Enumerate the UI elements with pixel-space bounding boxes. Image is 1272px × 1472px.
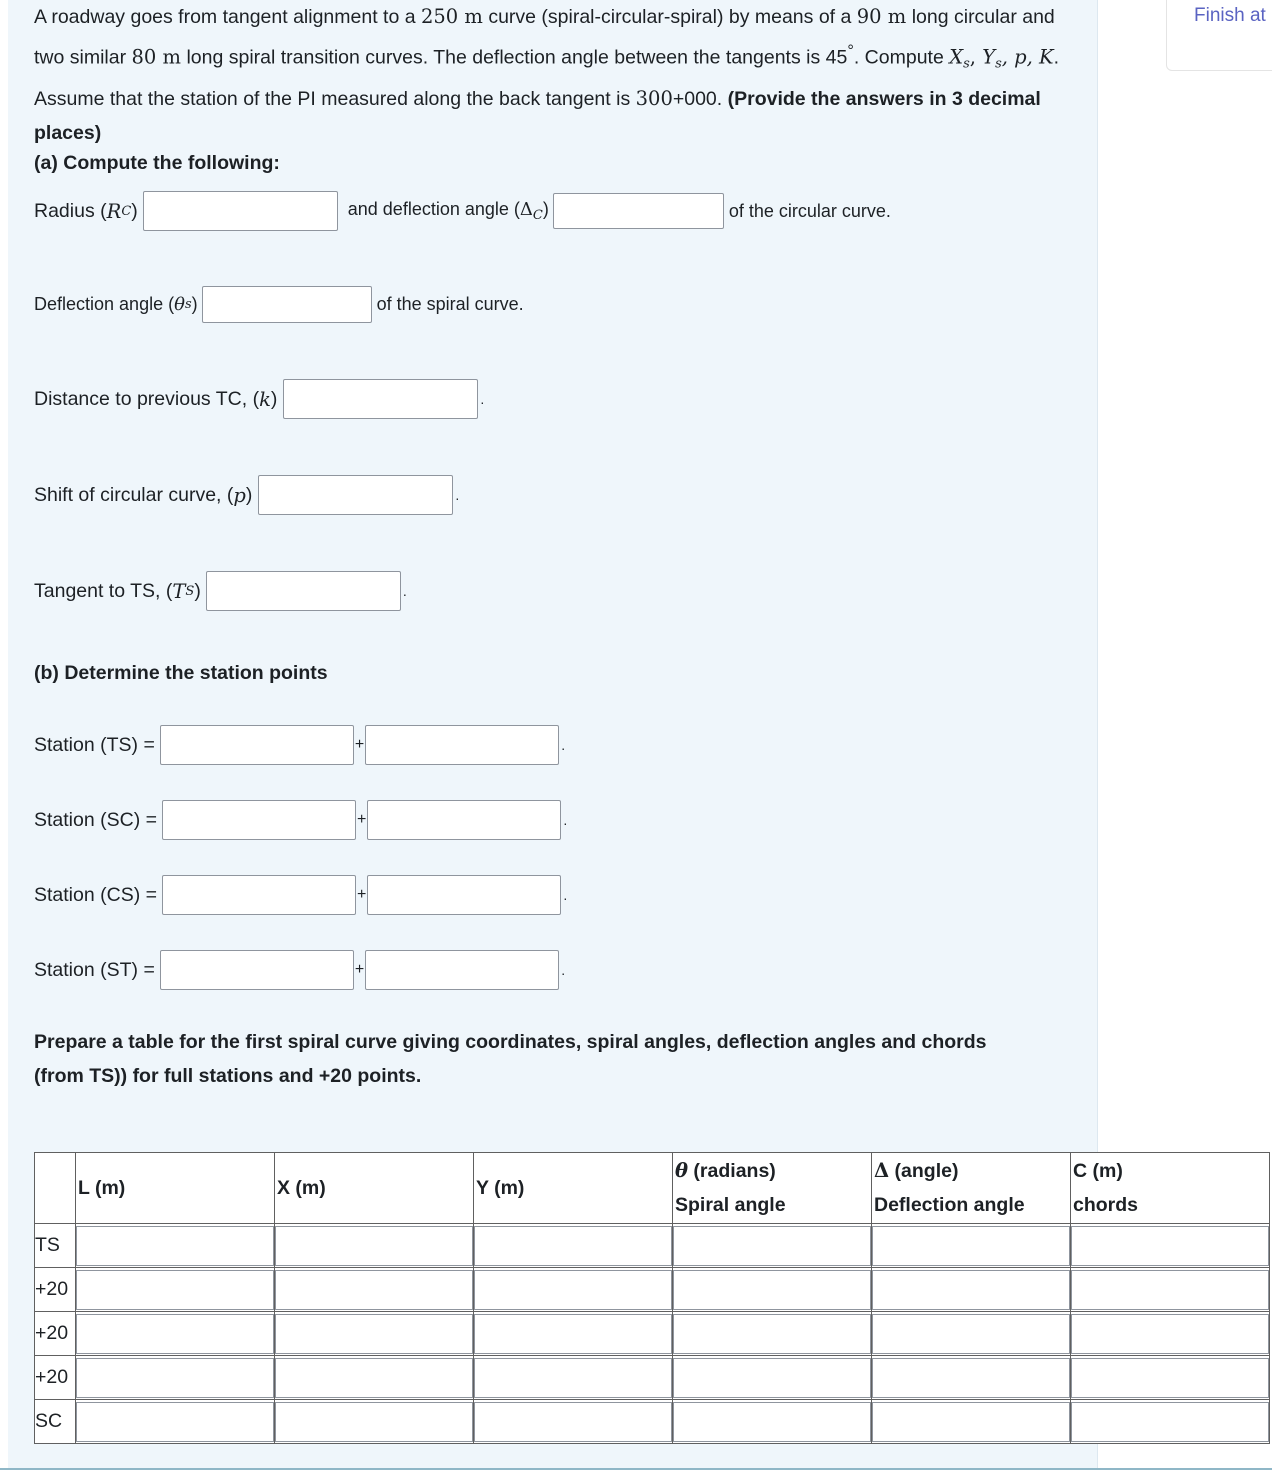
table-cell-x [275, 1312, 474, 1356]
header-theta: θ (radians) Spiral angle [673, 1153, 872, 1224]
cell-input-x[interactable] [275, 1402, 473, 1442]
station-ts-row: Station (TS) = + . [34, 725, 565, 765]
table-cell-theta [673, 1356, 872, 1400]
table-cell-delta [872, 1268, 1071, 1312]
table-cell-chord [1071, 1268, 1270, 1312]
table-header-row [35, 1153, 1270, 1224]
radius-input[interactable] [143, 191, 338, 231]
part-a-heading: (a) Compute the following: [34, 152, 280, 174]
row-label: +20 [35, 1356, 76, 1400]
cell-input-chord[interactable] [1071, 1402, 1269, 1442]
table-cell-x [275, 1356, 474, 1400]
table-row [35, 1312, 1270, 1356]
finish-attempt-link[interactable]: Finish at [1194, 5, 1266, 26]
circular-deflection-angle-input[interactable] [553, 193, 724, 229]
table-cell-y [474, 1312, 673, 1356]
table-cell-delta [872, 1312, 1071, 1356]
table-row [35, 1356, 1270, 1400]
table-cell-x [275, 1268, 474, 1312]
table-cell-chord [1071, 1312, 1270, 1356]
cell-input-x[interactable] [275, 1314, 473, 1354]
station-st-m-input[interactable] [365, 950, 559, 990]
header-l: L (m) [76, 1153, 275, 1224]
row-label: SC [35, 1400, 76, 1444]
cell-input-l[interactable] [76, 1402, 274, 1442]
table-cell-y [474, 1356, 673, 1400]
table-cell-chord [1071, 1356, 1270, 1400]
station-cs-km-input[interactable] [162, 875, 356, 915]
cell-input-x[interactable] [275, 1270, 473, 1310]
row-label: +20 [35, 1312, 76, 1356]
cell-input-chord[interactable] [1071, 1314, 1269, 1354]
bottom-divider [0, 1468, 1272, 1470]
spiral-deflection-row: Deflection angle ( θ s ) of the spiral curve. [34, 286, 524, 323]
cell-input-y[interactable] [474, 1402, 672, 1442]
spiral-table [34, 1152, 1270, 1444]
table-row [35, 1268, 1270, 1312]
question-text: A roadway goes from tangent alignment to a 250 m curve (spiral-circular-spiral) by means of a 90 m long circular and two similar 80 m long spiral transition curves. The deflection angle between the tangents is 45°. Compute $X_s$, $Y_s$, p, K. Assume that the station of the PI measured along the back tangent is 300+000. (Provide the answers in 3 decimal places) [34, 5, 1060, 144]
cell-input-delta[interactable] [872, 1358, 1070, 1398]
station-cs-row: Station (CS) = + . [34, 875, 567, 915]
cell-input-delta[interactable] [872, 1314, 1070, 1354]
part-b-heading: (b) Determine the station points [34, 662, 328, 684]
table-cell-delta [872, 1400, 1071, 1444]
station-cs-m-input[interactable] [367, 875, 561, 915]
p-shift-input[interactable] [258, 475, 453, 515]
cell-input-l[interactable] [76, 1314, 274, 1354]
table-cell-delta [872, 1356, 1071, 1400]
table-cell-l [76, 1312, 275, 1356]
station-sc-km-input[interactable] [162, 800, 356, 840]
header-x: X (m) [275, 1153, 474, 1224]
cell-input-l[interactable] [76, 1226, 274, 1266]
cell-input-chord[interactable] [1071, 1358, 1269, 1398]
header-chord: C (m) chords [1071, 1153, 1270, 1224]
corner-header [35, 1153, 76, 1224]
radius-row: Radius ( R C ) and deflection angle $(\Delta_C)$ of the circular curve. [34, 191, 891, 231]
spiral-deflection-angle-input[interactable] [202, 286, 372, 323]
table-cell-l [76, 1356, 275, 1400]
k-distance-input[interactable] [283, 379, 478, 419]
station-ts-m-input[interactable] [365, 725, 559, 765]
station-sc-m-input[interactable] [367, 800, 561, 840]
table-cell-chord [1071, 1224, 1270, 1268]
cell-input-chord[interactable] [1071, 1226, 1269, 1266]
cell-input-y[interactable] [474, 1358, 672, 1398]
cell-input-y[interactable] [474, 1314, 672, 1354]
table-row [35, 1224, 1270, 1268]
table-cell-chord [1071, 1400, 1270, 1444]
table-row [35, 1400, 1270, 1444]
table-cell-y [474, 1268, 673, 1312]
ts-row: Tangent to TS, ( T S ) . [34, 571, 407, 611]
table-prompt: Prepare a table for the first spiral curve giving coordinates, spiral angles, deflection angles and chords (from TS)) for full stations and +20 points. [34, 1031, 987, 1087]
table-cell-theta [673, 1312, 872, 1356]
cell-input-theta[interactable] [673, 1314, 871, 1354]
cell-input-chord[interactable] [1071, 1270, 1269, 1310]
station-st-km-input[interactable] [160, 950, 354, 990]
cell-input-theta[interactable] [673, 1226, 871, 1266]
cell-input-theta[interactable] [673, 1402, 871, 1442]
table-cell-x [275, 1224, 474, 1268]
row-label: +20 [35, 1268, 76, 1312]
cell-input-l[interactable] [76, 1358, 274, 1398]
table-cell-y [474, 1224, 673, 1268]
header-y: Y (m) [474, 1153, 673, 1224]
cell-input-x[interactable] [275, 1358, 473, 1398]
k-row: Distance to previous TC, ( k ) . [34, 379, 484, 419]
cell-input-delta[interactable] [872, 1226, 1070, 1266]
table-cell-delta [872, 1224, 1071, 1268]
cell-input-theta[interactable] [673, 1270, 871, 1310]
tangent-ts-input[interactable] [206, 571, 401, 611]
cell-input-y[interactable] [474, 1270, 672, 1310]
table-cell-y [474, 1400, 673, 1444]
table-cell-l [76, 1224, 275, 1268]
station-ts-km-input[interactable] [160, 725, 354, 765]
p-row: Shift of circular curve, ( p ) . [34, 475, 459, 515]
cell-input-x[interactable] [275, 1226, 473, 1266]
table-cell-l [76, 1400, 275, 1444]
table-cell-x [275, 1400, 474, 1444]
cell-input-y[interactable] [474, 1226, 672, 1266]
station-sc-row: Station (SC) = + . [34, 800, 567, 840]
station-st-row: Station (ST) = + . [34, 950, 565, 990]
cell-input-theta[interactable] [673, 1358, 871, 1398]
table-cell-l [76, 1268, 275, 1312]
cell-input-l[interactable] [76, 1270, 274, 1310]
table-cell-theta [673, 1224, 872, 1268]
header-delta: Δ (angle) Deflection angle [872, 1153, 1071, 1224]
cell-input-delta[interactable] [872, 1270, 1070, 1310]
table-cell-theta [673, 1400, 872, 1444]
table-body [35, 1224, 1270, 1444]
table-cell-theta [673, 1268, 872, 1312]
cell-input-delta[interactable] [872, 1402, 1070, 1442]
row-label: TS [35, 1224, 76, 1268]
